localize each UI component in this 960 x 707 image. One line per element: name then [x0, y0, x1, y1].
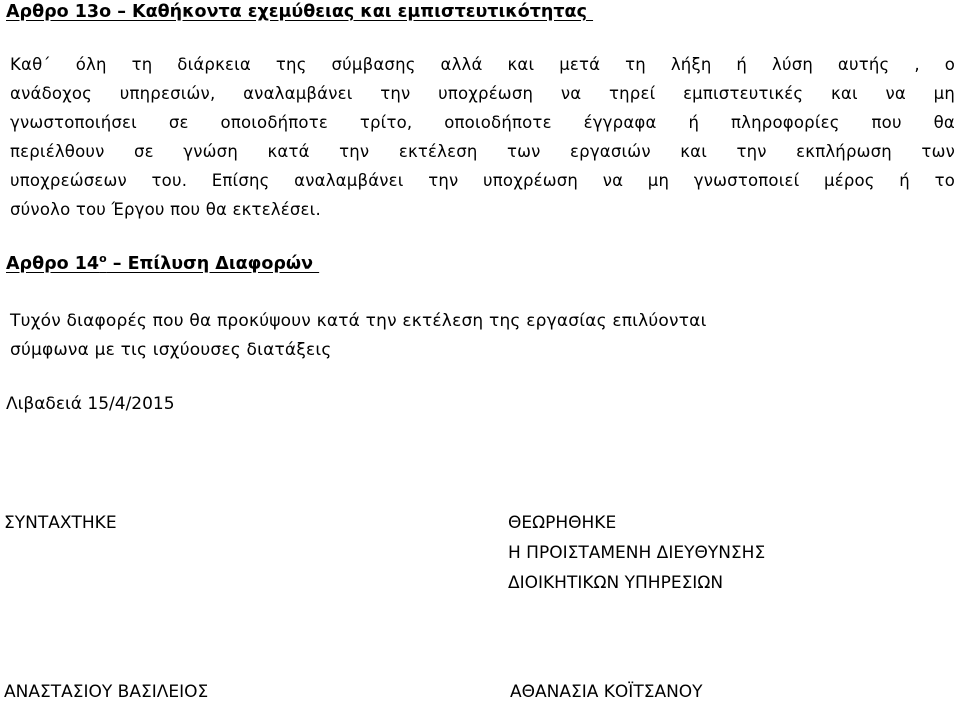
paragraph-line: περιέλθουν σε γνώση κατά την εκτέλεση των εργασιών και την εκπλήρωση των — [10, 142, 955, 161]
signature-right-block — [508, 508, 765, 598]
signature-left-name: ΑΝΑΣΤΑΣΙΟΥ ΒΑΣΙΛΕΙΟΣ — [4, 682, 209, 702]
signature-left-title: ΣΥΝΤΑΧΤΗΚΕ — [4, 513, 117, 533]
article-14-heading-ordinal: ο — [99, 252, 107, 266]
article-14-heading-suffix: – Επίλυση Διαφορών — [106, 254, 320, 274]
signature-right-role-line1: Η ΠΡΟΙΣΤΑΜΕΝΗ ΔΙΕΥΘΥΝΣΗΣ — [508, 543, 766, 563]
paragraph-line: σύνολο του Έργου που θα εκτελέσει. — [10, 200, 321, 219]
article-13-paragraph — [10, 50, 955, 224]
paragraph-line: Τυχόν διαφορές που θα προκύψουν κατά την εκτέλεση της εργασίας επιλύονται — [10, 311, 707, 331]
article-14-paragraph — [10, 307, 955, 365]
paragraph-line: γνωστοποιήσει σε οποιοδήποτε τρίτο, οποιοδήποτε έγγραφα ή πληροφορίες που θα — [10, 113, 955, 132]
paragraph-line: υποχρεώσεων του. Επίσης αναλαμβάνει την υποχρέωση να μη γνωστοποιεί μέρος ή το — [10, 171, 955, 190]
paragraph-line: σύμφωνα με τις ισχύουσες διατάξεις — [10, 340, 332, 360]
signature-right-role-line2: ΔΙΟΙΚΗΤΙΚΩΝ ΥΠΗΡΕΣΙΩΝ — [508, 573, 724, 593]
signature-right-name: ΑΘΑΝΑΣΙΑ ΚΟΪΤΣΑΝΟΥ — [510, 682, 703, 702]
article-13-heading: Αρθρο 13ο – Καθήκοντα εχεμύθειας και εμπιστευτικότητας — [6, 2, 594, 22]
document-date: Λιβαδειά 15/4/2015 — [6, 394, 175, 414]
article-14-heading — [6, 253, 319, 275]
paragraph-line: ανάδοχος υπηρεσιών, αναλαμβάνει την υποχρέωση να τηρεί εμπιστευτικές και να μη — [10, 84, 955, 103]
article-14-heading-prefix: Αρθρο 14 — [6, 254, 100, 274]
paragraph-line: Καθ΄ όλη τη διάρκεια της σύμβασης αλλά και μετά τη λήξη ή λύση αυτής , ο — [10, 55, 955, 74]
signature-right-title: ΘΕΩΡΗΘΗΚΕ — [508, 513, 617, 533]
